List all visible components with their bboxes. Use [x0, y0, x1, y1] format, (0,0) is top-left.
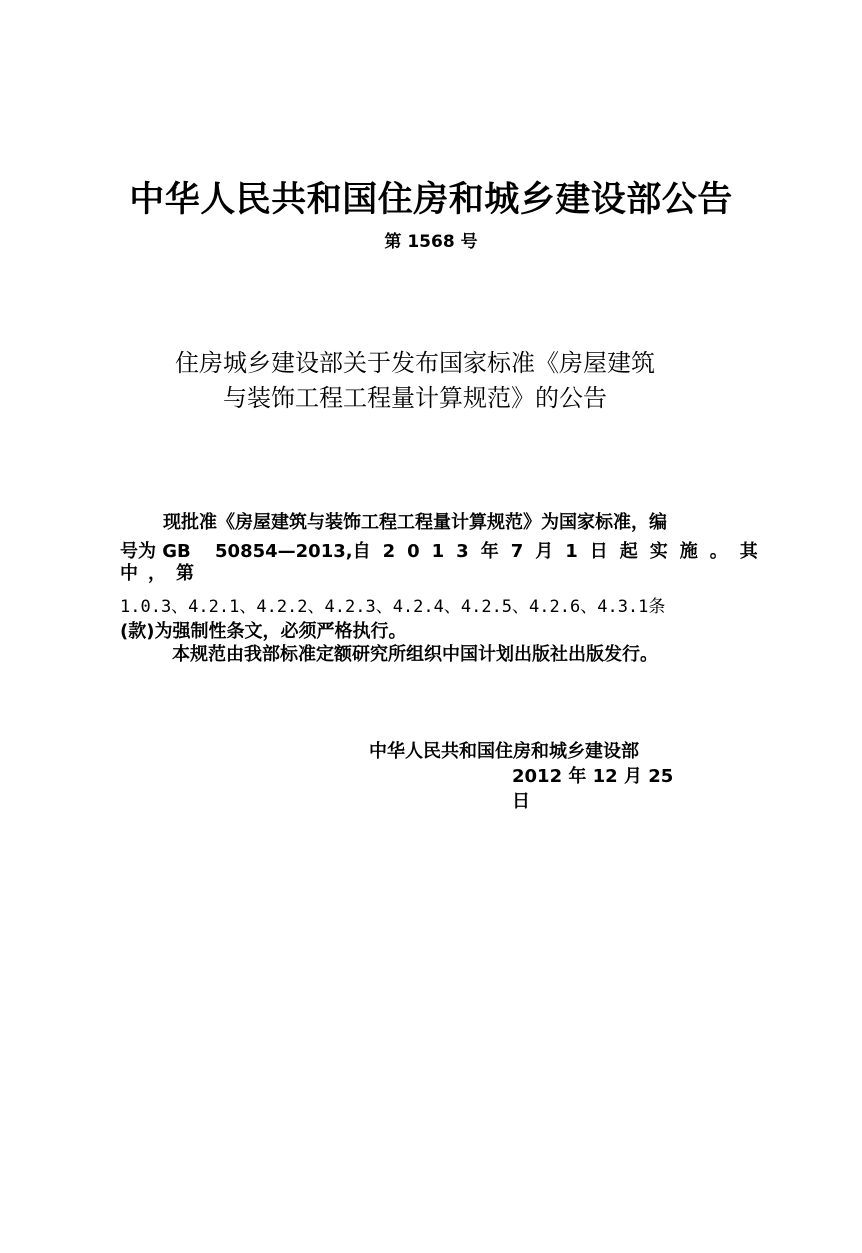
body-paragraph-1-line-2 [120, 537, 770, 563]
issue-date-line-2: 日 [512, 791, 530, 812]
subtitle-line-2: 与装饰工程工程量计算规范》的公告 [223, 384, 607, 412]
announcement-number: 第 1568 号 [384, 232, 478, 252]
subtitle-line-1: 住房城乡建设部关于发布国家标准《房屋建筑 [175, 349, 655, 377]
body-paragraph-1-line-1: 现批准《房屋建筑与装饰工程工程量计算规范》为国家标准，编 [163, 512, 667, 533]
body-paragraph-1-line-3: 中，第 [120, 563, 204, 584]
mandatory-clauses-list: 1.0.3、4.2.1、4.2.2、4.2.3、4.2.4、4.2.5、4.2.6、4.3.1条 [120, 597, 666, 617]
standard-code-text: 号为 GB 50854—2013, [120, 541, 353, 562]
body-paragraph-1-line-5: (款)为强制性条文，必须严格执行。 [120, 621, 407, 642]
issuer-signature: 中华人民共和国住房和城乡建设部 [369, 741, 639, 762]
issue-date-line-1: 2012 年 12 月 25 [512, 766, 674, 787]
announcement-title: 中华人民共和国住房和城乡建设部公告 [129, 180, 733, 220]
effective-date-text: 自2013年7月1日起实施。其 [352, 541, 770, 562]
body-paragraph-2: 本规范由我部标准定额研究所组织中国计划出版社出版发行。 [172, 644, 658, 665]
